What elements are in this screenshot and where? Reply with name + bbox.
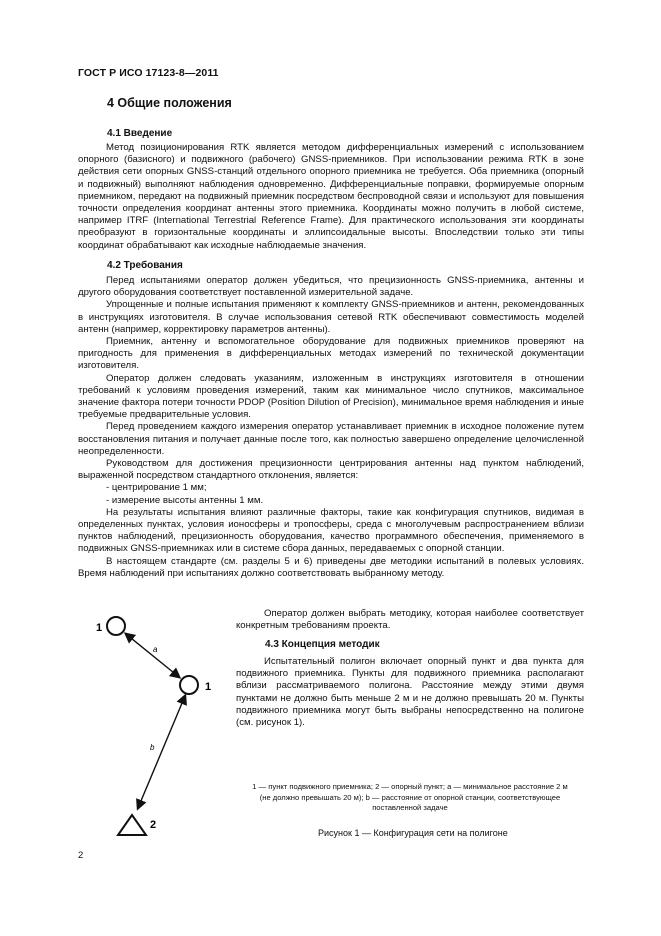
section-4-1-title: 4.1 Введение [107,128,173,139]
list-item: - измерение высоты антенны 1 мм. [106,494,264,506]
paragraph: Упрощенные и полные испытания применяют к комплекту GNSS-приемников и антенн, рекомендованных в инструкциях изготовителя. В случае использования сетевой RTK обеспечивают совместимость моделей антенн (например, корректировку параметров антенны). [78,299,584,335]
paragraph: Метод позиционирования RTK является методом дифференциальных измерений с использованием опорного (базисного) и подвижного (рабочего) GNSS-приемников. При использовании режима RTK в зоне действия сети опорных GNSS-станций отдельного опорного приемника не требуется. Оба приемника (опорный и подвижный) выполняют наблюдения одновременно. Дифференциальные поправки, формируемые опорным приемником, передают на подвижный приемник посредством беспроводной связи и используют для повышения точности определения координат антенны этого приемника. Координаты можно получить в любой системе, например ITRF (International Terrestrial Reference Frame). Для практического использования эти координаты преобразуют в горизонтальные координаты и эллипсоидальные высоты. Впоследствии только эти типы координат обрабатывают как исходные наблюдаемые значения. [78,142,584,251]
paragraph: Перед проведением каждого измерения оператор устанавливает приемник в исходное положение путем восстановления питания и получает данные после того, как полностью завершено определение целочисленной неопределенности. [78,421,584,457]
figure-legend [236,782,584,814]
paragraph: На результаты испытания влияют различные факторы, такие как конфигурация спутников, видимая в определенных пунктах, условия ионосферы и тропосферы, среда с многолучевым распространением вблизи пунктов наблюдений, прецизионность оборудования, качество программного обеспечения, применяемого в подвижных GNSS-приемниках или в системе сбора данных, передаваемых с опорной станции. [78,506,584,555]
section-4-3-title: 4.3 Концепция методик [265,639,380,650]
base-station-label: 2 [150,819,157,831]
figure-caption: Рисунок 1 — Конфигурация сети на полигоне [318,828,508,838]
paragraph: Оператор должен выбрать методику, которая наиболее соответствует конкретным требованиям проекта. [236,608,584,632]
legend-line: поставленной задаче [372,803,448,812]
rover-point-label-1: 1 [96,622,103,634]
list-item: - центрирование 1 мм; [106,482,207,494]
paragraph: Оператор должен следовать указаниям, изложенным в инструкциях изготовителя в отношении требований к условиям проведения измерений, таким как минимальное число спутников, максимальное значение фактора потери точности PDOP (Position Dilution of Precision), минимальное время наблюдения и иные требуемые предварительные условия. [78,372,584,421]
legend-line: 1 — пункт подвижного приемника; 2 — опорный пункт; a — минимальное расстояние 2 м [252,782,568,791]
page-number: 2 [78,850,84,861]
section-4-2-title: 4.2 Требования [107,260,183,271]
distance-a-arrow [126,634,179,677]
paragraph: Испытательный полигон включает опорный пункт и два пункта для подвижного приемника. Пункты для подвижного приемника располагают вблизи рассматриваемого полигона. Расстояние между этими двумя пунктами не должно быть меньше 2 м и не должно превышать 20 м. Пункты подвижного приемника могут быть выбраны непосредственно на полигоне (см. рисунок 1). [236,656,584,729]
test-field-diagram [90,612,230,842]
legend-line: (не должно превышать 20 м); b — расстояние от опорной станции, соответствующее [259,792,561,802]
rover-point-label-2: 1 [205,681,212,693]
section-4-2-last-paragraph [236,608,584,632]
rover-point-1-circle [107,617,125,635]
rover-point-2-circle [180,676,198,694]
distance-b-label: b [150,743,155,752]
distance-a-label: a [153,645,158,654]
section-4-title: 4 Общие положения [107,96,232,110]
distance-b-arrow [138,696,185,808]
section-4-2-body [78,275,584,580]
paragraph: В настоящем стандарте (см. разделы 5 и 6) приведены две методики испытаний в полевых условиях. Время наблюдений при испытаниях должно соответствовать выбранному методу. [78,555,584,579]
document-header: ГОСТ Р ИСО 17123-8—2011 [78,67,219,79]
paragraph: Приемник, антенну и вспомогательное оборудование для подвижных приемников проверяют на пригодность для применения в дифференциальных методах измерений по технической документации изготовителя. [78,336,584,372]
base-station-triangle [118,815,146,835]
paragraph: Руководством для достижения прецизионности центрирования антенны над пунктом наблюдений, выраженной посредством стандартного отклонения, является: [78,458,584,482]
section-4-3-body [236,656,584,729]
section-4-1-body [78,142,584,252]
paragraph: Перед испытаниями оператор должен убедиться, что прецизионность GNSS-приемника, антенны и другого оборудования соответствует поставленной измерительной задаче. [78,275,584,299]
